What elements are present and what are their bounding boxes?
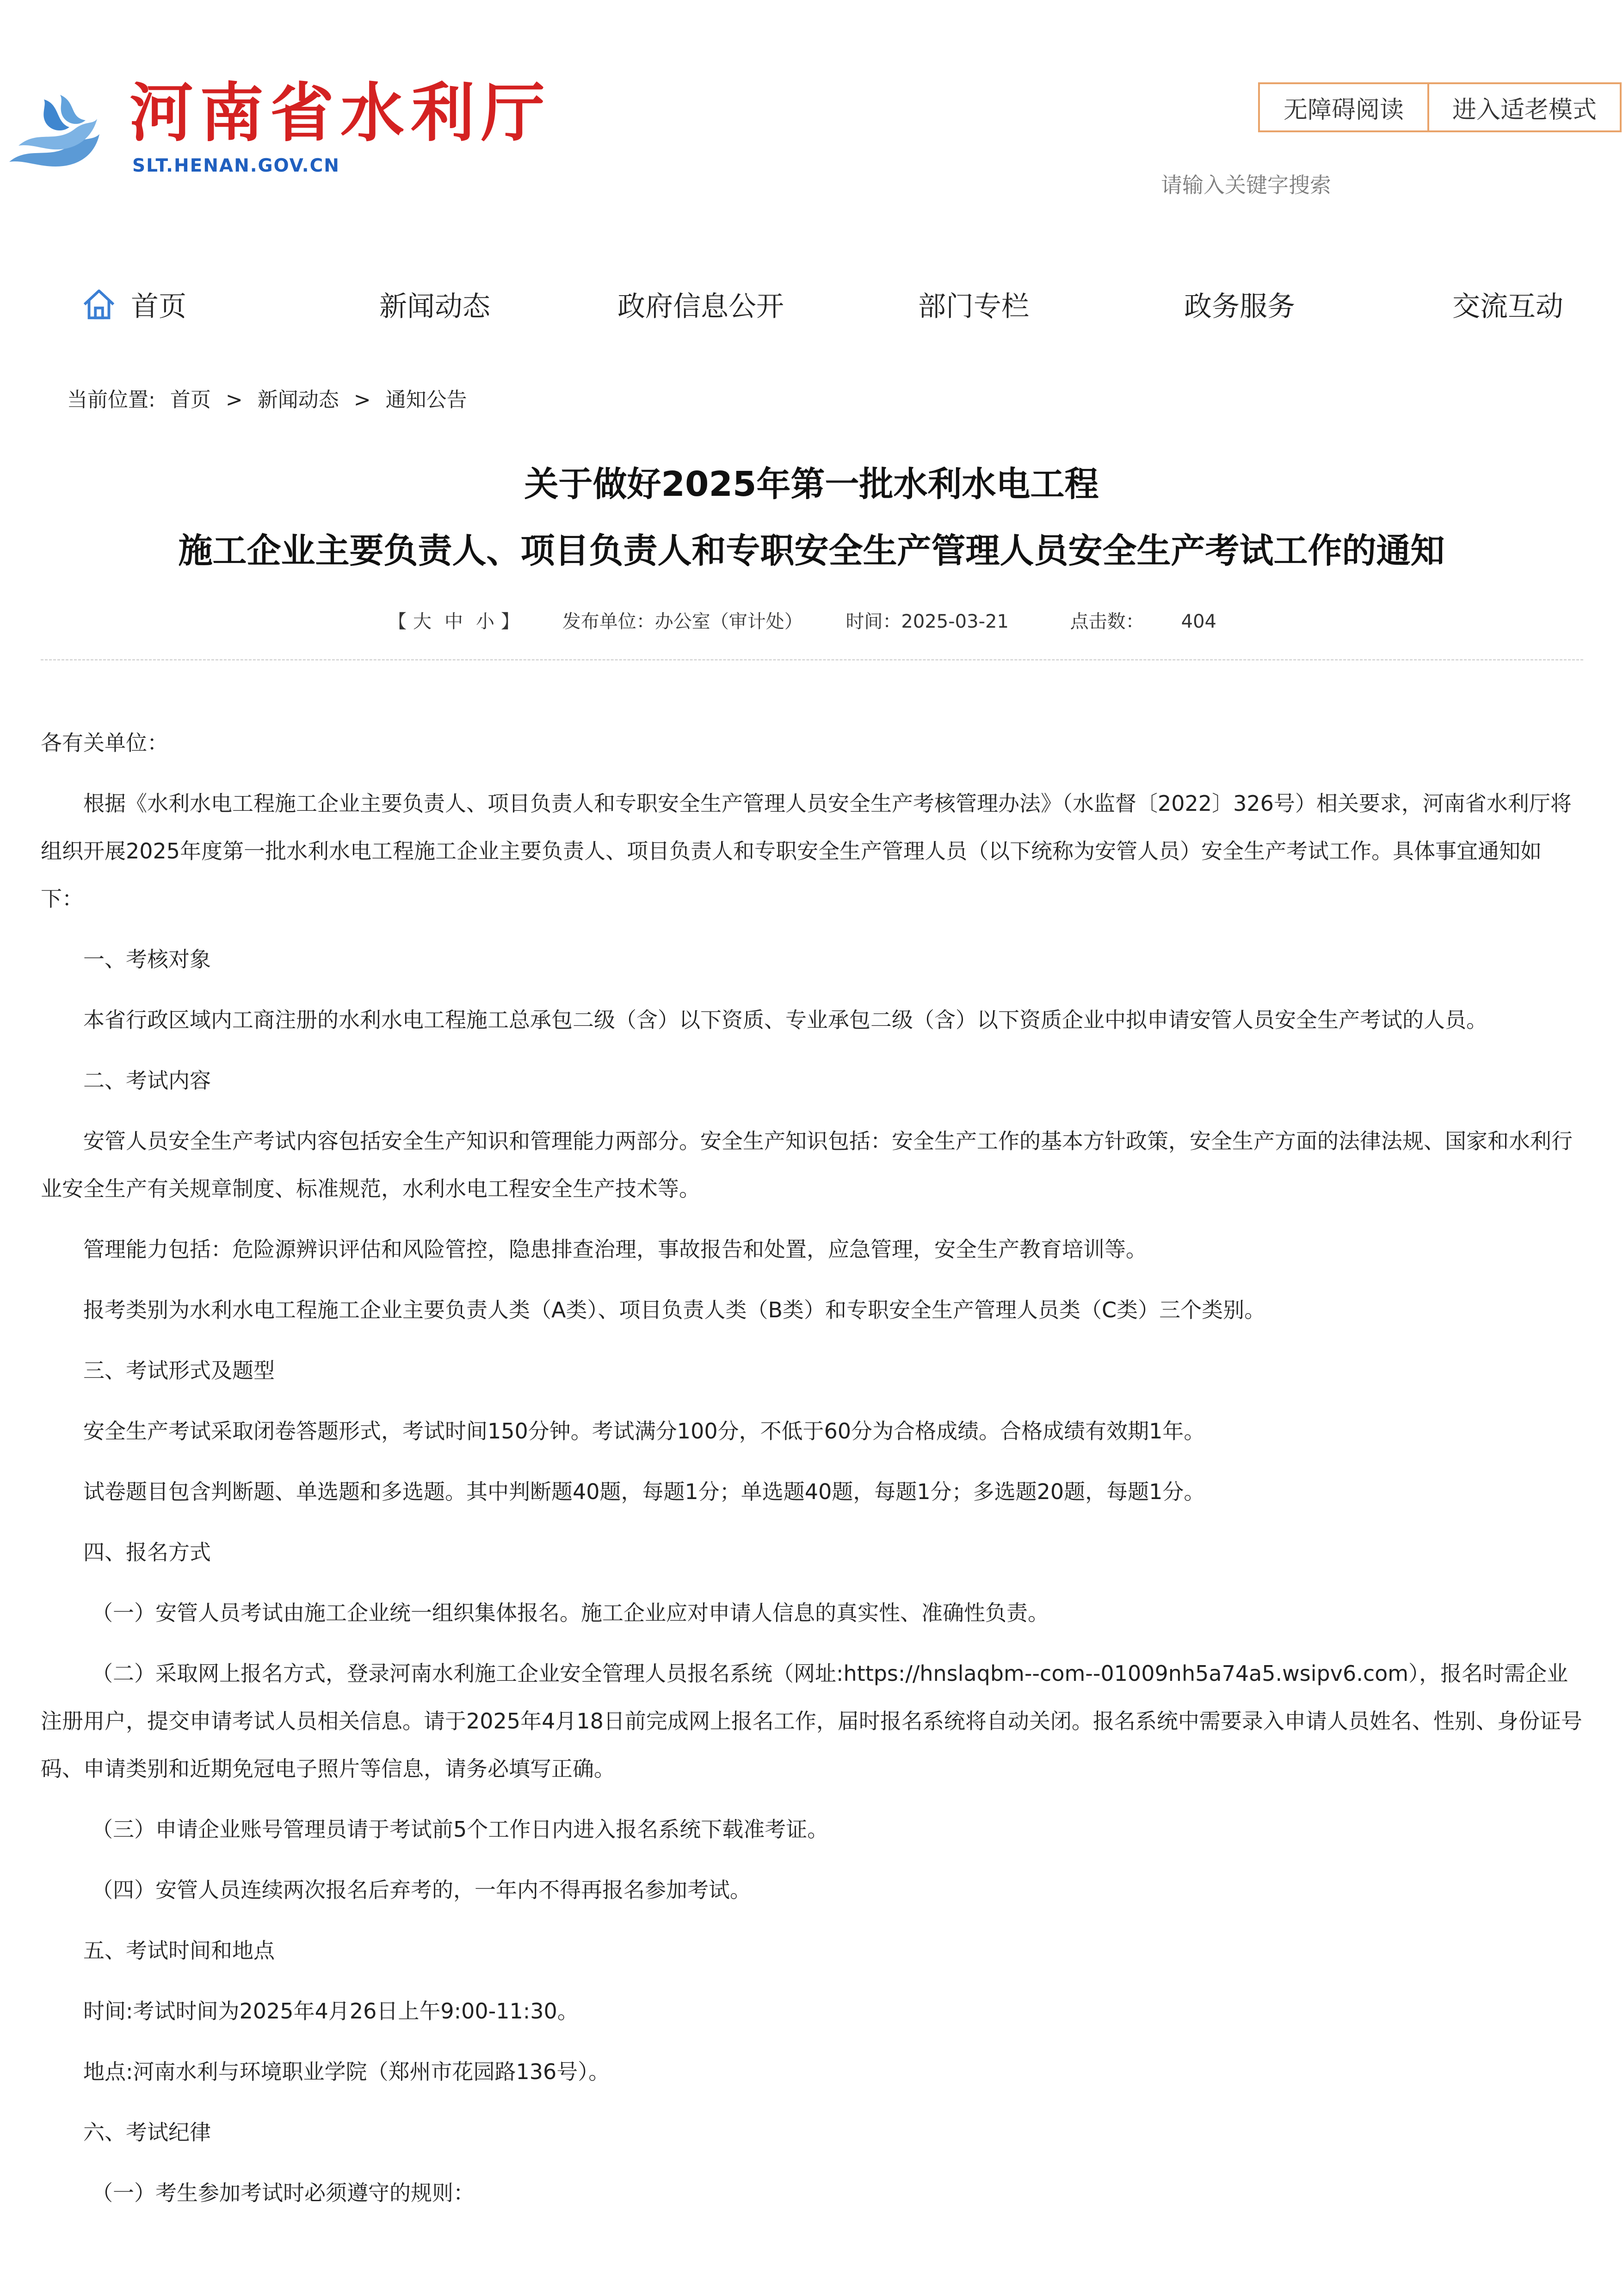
breadcrumb-prefix: 当前位置: [67, 388, 155, 412]
nav-item-departments[interactable]: 部门专栏 [918, 290, 1029, 323]
section-heading: 二、考试内容 [83, 1068, 211, 1093]
click-count-label: 点击数： [1070, 611, 1144, 632]
elderly-mode-button[interactable]: 进入适老模式 [1427, 82, 1622, 132]
paragraph: 报考类别为水利水电工程施工企业主要负责人类（A类）、项目负责人类（B类）和专职安全生产管理人员类（C类）三个类别。 [83, 1297, 1266, 1322]
search-input[interactable] [1161, 167, 1485, 204]
nav-item-interaction[interactable]: 交流互动 [1452, 290, 1563, 323]
site-title: 河南省水利厅 [130, 75, 552, 150]
paragraph: 管理能力包括：危险源辨识评估和风险管控，隐患排查治理，事故报告和处置，应急管理，安全生产教育培训等。 [83, 1237, 1147, 1262]
paragraph: 地点:河南水利与环境职业学院（郑州市花园路136号）。 [83, 2059, 610, 2084]
paragraph: 时间:考试时间为2025年4月26日上午9:00-11:30。 [83, 1999, 579, 2024]
water-wave-logo-icon [0, 90, 106, 183]
paragraph: 试卷题目包含判断题、单选题和多选题。其中判断题40题，每题1分；单选题40题，每题1分；多选题20题，每题1分。 [83, 1479, 1205, 1504]
section-heading: 六、考试纪律 [83, 2120, 211, 2145]
paragraph: （二）采取网上报名方式，登录河南水利施工企业安全管理人员报名系统（网址:https://hnslaqbm--com--01009nh5a74a5.wsipv6.com），报名时需企业注册用户，提交申请考试人员相关信息。请于2025年4月18日前完成网上报名工作，届时报名系统将自动关闭。报名系统中需要录入申请人员姓名、性别、身份证号码、申请类别和近期免冠电子照片等信息，请务必填写正确。 [41, 1661, 1582, 1781]
paragraph: 本省行政区域内工商注册的水利水电工程施工总承包二级（含）以下资质、专业承包二级（含）以下资质企业中拟申请安管人员安全生产考试的人员。 [83, 1007, 1487, 1032]
publish-date: 时间：2025-03-21 [845, 611, 1009, 632]
breadcrumb-separator: > [353, 388, 371, 412]
paragraph: （一）安管人员考试由施工企业统一组织集体报名。施工企业应对申请人信息的真实性、准确性负责。 [92, 1600, 1049, 1625]
article-title-line1: 关于做好2025年第一批水利水电工程 [524, 464, 1099, 504]
paragraph: 根据《水利水电工程施工企业主要负责人、项目负责人和专职安全生产管理人员安全生产考核管理办法》（水监督〔2022〕326号）相关要求，河南省水利厅将组织开展2025年度第一批水利水电工程施工企业主要负责人、项目负责人和专职安全生产管理人员（以下统称为安管人员）安全生产考试工作。具体事宜通知如下： [41, 791, 1572, 911]
nav-item-gov-info[interactable]: 政府信息公开 [617, 290, 784, 323]
font-small-button[interactable]: 小 [476, 611, 494, 632]
paragraph: （三）申请企业账号管理员请于考试前5个工作日内进入报名系统下载准考证。 [92, 1817, 829, 1842]
home-icon [81, 286, 117, 322]
article-title-line2: 施工企业主要负责人、项目负责人和专职安全生产管理人员安全生产考试工作的通知 [178, 531, 1445, 571]
section-heading: 一、考核对象 [83, 947, 211, 972]
font-size-open-bracket: 【 [388, 611, 407, 632]
breadcrumb-notices[interactable]: 通知公告 [385, 388, 467, 412]
click-count [1052, 611, 1235, 632]
click-count-value: 404 [1181, 611, 1216, 632]
site-domain: SLT.HENAN.GOV.CN [132, 155, 340, 176]
nav-item-services[interactable]: 政务服务 [1184, 290, 1295, 323]
paragraph: （四）安管人员连续两次报名后弃考的，一年内不得再报名参加考试。 [92, 1877, 751, 1902]
nav-item-news[interactable]: 新闻动态 [379, 290, 490, 323]
article-body [41, 719, 1583, 2230]
nav-label: 首页 [131, 290, 186, 323]
font-size-control [388, 611, 525, 632]
section-heading: 四、报名方式 [83, 1540, 211, 1565]
breadcrumb [67, 383, 475, 413]
paragraph: （一）考生参加考试时必须遵守的规则： [92, 2180, 475, 2205]
publisher: 发布单位：办公室（审计处） [562, 611, 803, 632]
section-heading: 五、考试时间和地点 [83, 1938, 275, 1963]
breadcrumb-home[interactable]: 首页 [170, 388, 211, 412]
section-heading: 三、考试形式及题型 [83, 1358, 275, 1383]
main-nav [0, 275, 1623, 340]
accessible-reading-button[interactable]: 无障碍阅读 [1258, 82, 1429, 132]
font-medium-button[interactable]: 中 [444, 611, 463, 632]
breadcrumb-news[interactable]: 新闻动态 [257, 388, 339, 412]
paragraph: 安管人员安全生产考试内容包括安全生产知识和管理能力两部分。安全生产知识包括：安全生产工作的基本方针政策，安全生产方面的法律法规、国家和水利行业安全生产有关规章制度、标准规范，水利水电工程安全生产技术等。 [41, 1129, 1573, 1201]
accessibility-buttons [1258, 82, 1622, 132]
paragraph: 安全生产考试采取闭卷答题形式，考试时间150分钟。考试满分100分，不低于60分为合格成绩。合格成绩有效期1年。 [83, 1419, 1205, 1444]
salutation: 各有关单位： [41, 730, 168, 755]
font-size-close-bracket: 】 [501, 611, 519, 632]
breadcrumb-separator: > [225, 388, 243, 412]
font-large-button[interactable]: 大 [413, 611, 432, 632]
article-meta [0, 607, 1623, 633]
nav-item-home[interactable] [81, 284, 186, 324]
divider [41, 659, 1583, 660]
